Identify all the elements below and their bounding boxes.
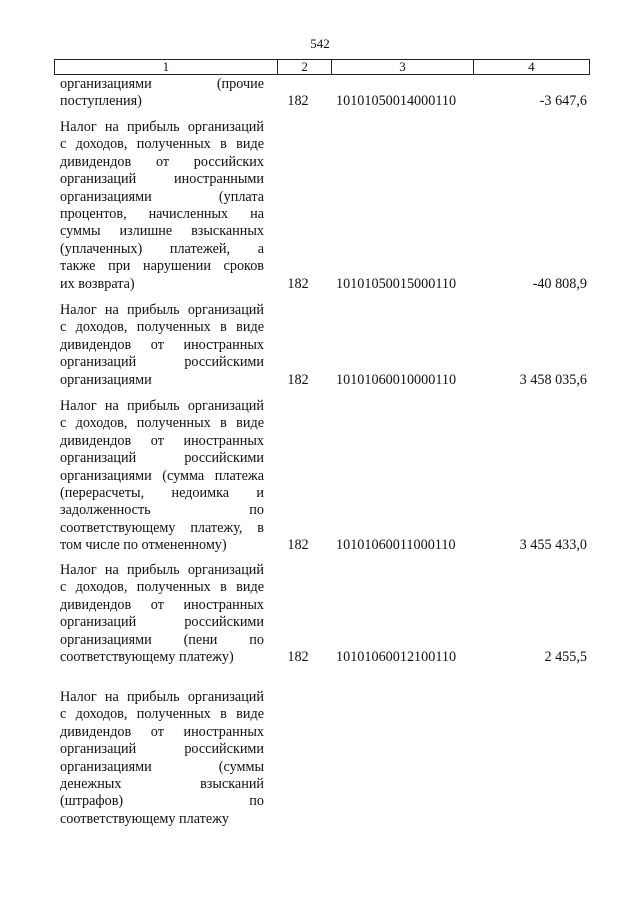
row-kbk: 10101050014000110: [336, 93, 457, 110]
row-description: [60, 76, 264, 111]
description-line: дивидендов от иностранных: [60, 336, 264, 353]
description-line: (штрафов) по: [60, 793, 264, 810]
description-line: том числе по отмененному): [60, 537, 227, 554]
description-line: организациями (пени по: [60, 631, 264, 648]
row-code: 182: [287, 649, 309, 665]
description-line: Налог на прибыль организаций: [60, 398, 264, 414]
header-col-1: 1: [55, 60, 278, 74]
description-line: дивидендов от иностранных: [60, 723, 264, 740]
row-amount: 3 455 433,0: [519, 537, 587, 554]
description-line: организаций российскими: [60, 741, 264, 758]
row-description: [60, 689, 264, 828]
row-amount: -40 808,9: [532, 275, 587, 292]
description-line: с доходов, полученных в виде: [60, 706, 264, 723]
header-col-3: 3: [332, 60, 473, 74]
row-code: 182: [287, 275, 309, 292]
description-line: (перерасчеты, недоимка и: [60, 484, 264, 501]
description-line: организациями (сумма платежа: [60, 467, 264, 484]
table-header: [54, 59, 590, 75]
row-kbk: 10101060012100110: [336, 649, 457, 665]
description-line: организациями (уплата: [60, 188, 264, 205]
row-description: [60, 119, 264, 293]
description-line: дивидендов от российских: [60, 153, 264, 170]
row-code: 182: [287, 93, 309, 110]
description-line: с доходов, полученных в виде: [60, 136, 264, 153]
description-line: денежных взысканий: [60, 775, 264, 792]
description-line: дивидендов от иностранных: [60, 432, 264, 449]
description-line: организациями (суммы: [60, 758, 264, 775]
description-line: Налог на прибыль организаций: [60, 562, 264, 578]
description-line: с доходов, полученных в виде: [60, 319, 264, 336]
row-kbk: 10101050015000110: [336, 275, 457, 292]
row-amount: -3 647,6: [539, 93, 587, 110]
row-kbk: 10101060011000110: [336, 537, 456, 554]
description-line: Налог на прибыль организаций: [60, 302, 264, 318]
description-line: соответствующему платежу, в: [60, 519, 264, 536]
row-description: [60, 562, 264, 666]
description-line: также при нарушении сроков: [60, 258, 264, 275]
row-amount: 2 455,5: [544, 649, 587, 665]
description-line: задолженность по: [60, 502, 264, 519]
description-line: с доходов, полученных в виде: [60, 415, 264, 432]
row-code: 182: [287, 371, 309, 388]
description-line: соответствующему платежу): [60, 648, 234, 665]
description-line: организаций российскими: [60, 450, 264, 467]
description-line: организаций российскими: [60, 614, 264, 631]
description-line: Налог на прибыль организаций: [60, 119, 264, 135]
description-line: их возврата): [60, 275, 135, 292]
page-number: 542: [310, 36, 330, 51]
description-line: суммы излишне взысканных: [60, 223, 264, 240]
description-line: дивидендов от иностранных: [60, 596, 264, 613]
description-line: организаций иностранными: [60, 171, 264, 188]
row-code: 182: [287, 537, 309, 554]
description-line: организациями: [60, 371, 152, 388]
description-line: (уплаченных) платежей, а: [60, 240, 264, 257]
header-col-4: 4: [528, 59, 535, 74]
description-line: организаций российскими: [60, 354, 264, 371]
description-line: Налог на прибыль организаций: [60, 689, 264, 705]
row-description: [60, 302, 264, 389]
description-line: организациями (прочие: [60, 76, 264, 92]
row-kbk: 10101060010000110: [336, 371, 457, 388]
description-line: поступления): [60, 93, 142, 110]
description-line: соответствующему платежу: [60, 810, 230, 827]
row-description: [60, 398, 264, 555]
row-amount: 3 458 035,6: [519, 371, 587, 388]
header-col-2: 2: [278, 60, 333, 74]
description-line: процентов, начисленных на: [60, 205, 264, 222]
description-line: с доходов, полученных в виде: [60, 579, 264, 596]
